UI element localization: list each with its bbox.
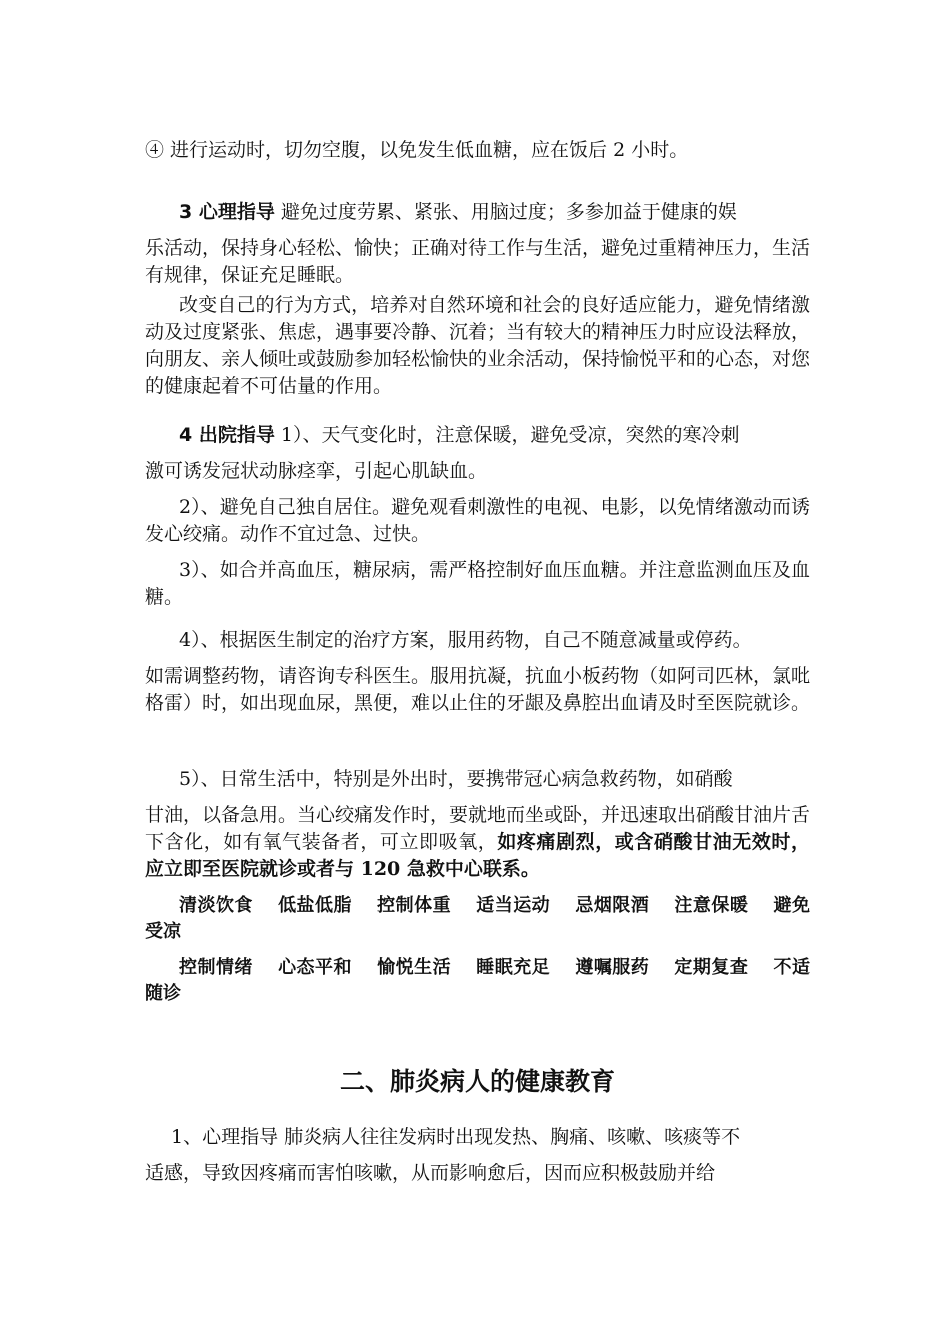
discharge-item-3: 3）、如合并高血压，糖尿病，需严格控制好血压血糖。并注意监测血压及血糖。 — [145, 559, 810, 608]
discharge-item-5-emphasis: 如疼痛剧烈，或含硝酸甘油无效时，应立即至医院就诊或者与 120 急救中心联系。 — [145, 831, 810, 880]
section-title-pneumonia: 二、肺炎病人的健康教育 — [339, 1067, 615, 1096]
pneumonia-psych-guidance — [145, 1124, 810, 1187]
behavior-paragraph: 改变自己的行为方式，培养对自然环境和社会的良好适应能力，避免情绪激动及过度紧张、焦虑，遇事要冷静、沉着；当有较大的精神压力时应设法释放，向朋友、亲人倾吐或鼓励参加轻松愉快的业余活动，保持愉悦平和的心态，对您的健康起着不可估量的作用。 — [145, 294, 811, 397]
discharge-item-4-first-line: 4）、根据医生制定的治疗方案，服用药物，自己不随意减量或停药。 — [179, 629, 752, 651]
slogan-line-1: 清淡饮食 低盐低脂 控制体重 适当运动 忌烟限酒 注意保暖 避免受凉 — [145, 895, 810, 942]
discharge-guidance-section — [145, 422, 810, 485]
discharge-guidance-first-line — [145, 422, 810, 449]
discharge-item-5-text: 甘油，以备急用。当心绞痛发作时，要就地而坐或卧，并迅速取出硝酸甘油片舌下含化，如有氧气装备者，可立即吸氧， — [145, 804, 811, 853]
psych-guidance-rest: 乐活动，保持身心轻松、愉快；正确对待工作与生活，避免过重精神压力，生活有规律，保证充足睡眠。 — [145, 237, 811, 286]
pneumonia-first-line: 1、心理指导 肺炎病人往往发病时出现发热、胸痛、咳嗽、咳痰等不 — [171, 1126, 741, 1148]
discharge-item-5-first-line: 5）、日常生活中，特别是外出时，要携带冠心病急救药物，如硝酸 — [179, 768, 733, 790]
discharge-guidance-rest: 激可诱发冠状动脉痉挛，引起心肌缺血。 — [145, 460, 488, 482]
slogan-line-2: 控制情绪 心态平和 愉悦生活 睡眠充足 遵嘱服药 定期复查 不适随诊 — [145, 957, 810, 1004]
discharge-item-2: 2）、避免自己独自居住。避免观看刺激性的电视、电影，以免情绪激动而诱发心绞痛。动作不宜过急、过快。 — [145, 496, 810, 545]
pneumonia-rest: 适感，导致因疼痛而害怕咳嗽，从而影响愈后，因而应积极鼓励并给 — [145, 1162, 716, 1184]
discharge-guidance-line1: 1）、天气变化时，注意保暖，避免受凉，突然的寒冷刺 — [274, 424, 740, 446]
psych-guidance-first-line — [145, 199, 810, 226]
discharge-item-4 — [145, 627, 810, 717]
psych-guidance-line1: 避免过度劳累、紧张、用脑过度；多参加益于健康的娱 — [274, 201, 737, 223]
exercise-note: ④ 进行运动时，切勿空腹，以免发生低血糖，应在饭后 2 小时。 — [145, 139, 689, 161]
psych-guidance-section — [145, 199, 810, 289]
psych-guidance-heading: 3 心理指导 — [179, 201, 275, 223]
discharge-item-5-rest — [145, 802, 810, 883]
discharge-item-5 — [145, 766, 810, 883]
discharge-item-4-rest: 如需调整药物，请咨询专科医生。服用抗凝，抗血小板药物（如阿司匹林，氯吡格雷）时，如出现血尿，黑便，难以止住的牙龈及鼻腔出血请及时至医院就诊。 — [145, 665, 811, 714]
discharge-guidance-heading: 4 出院指导 — [179, 424, 275, 446]
